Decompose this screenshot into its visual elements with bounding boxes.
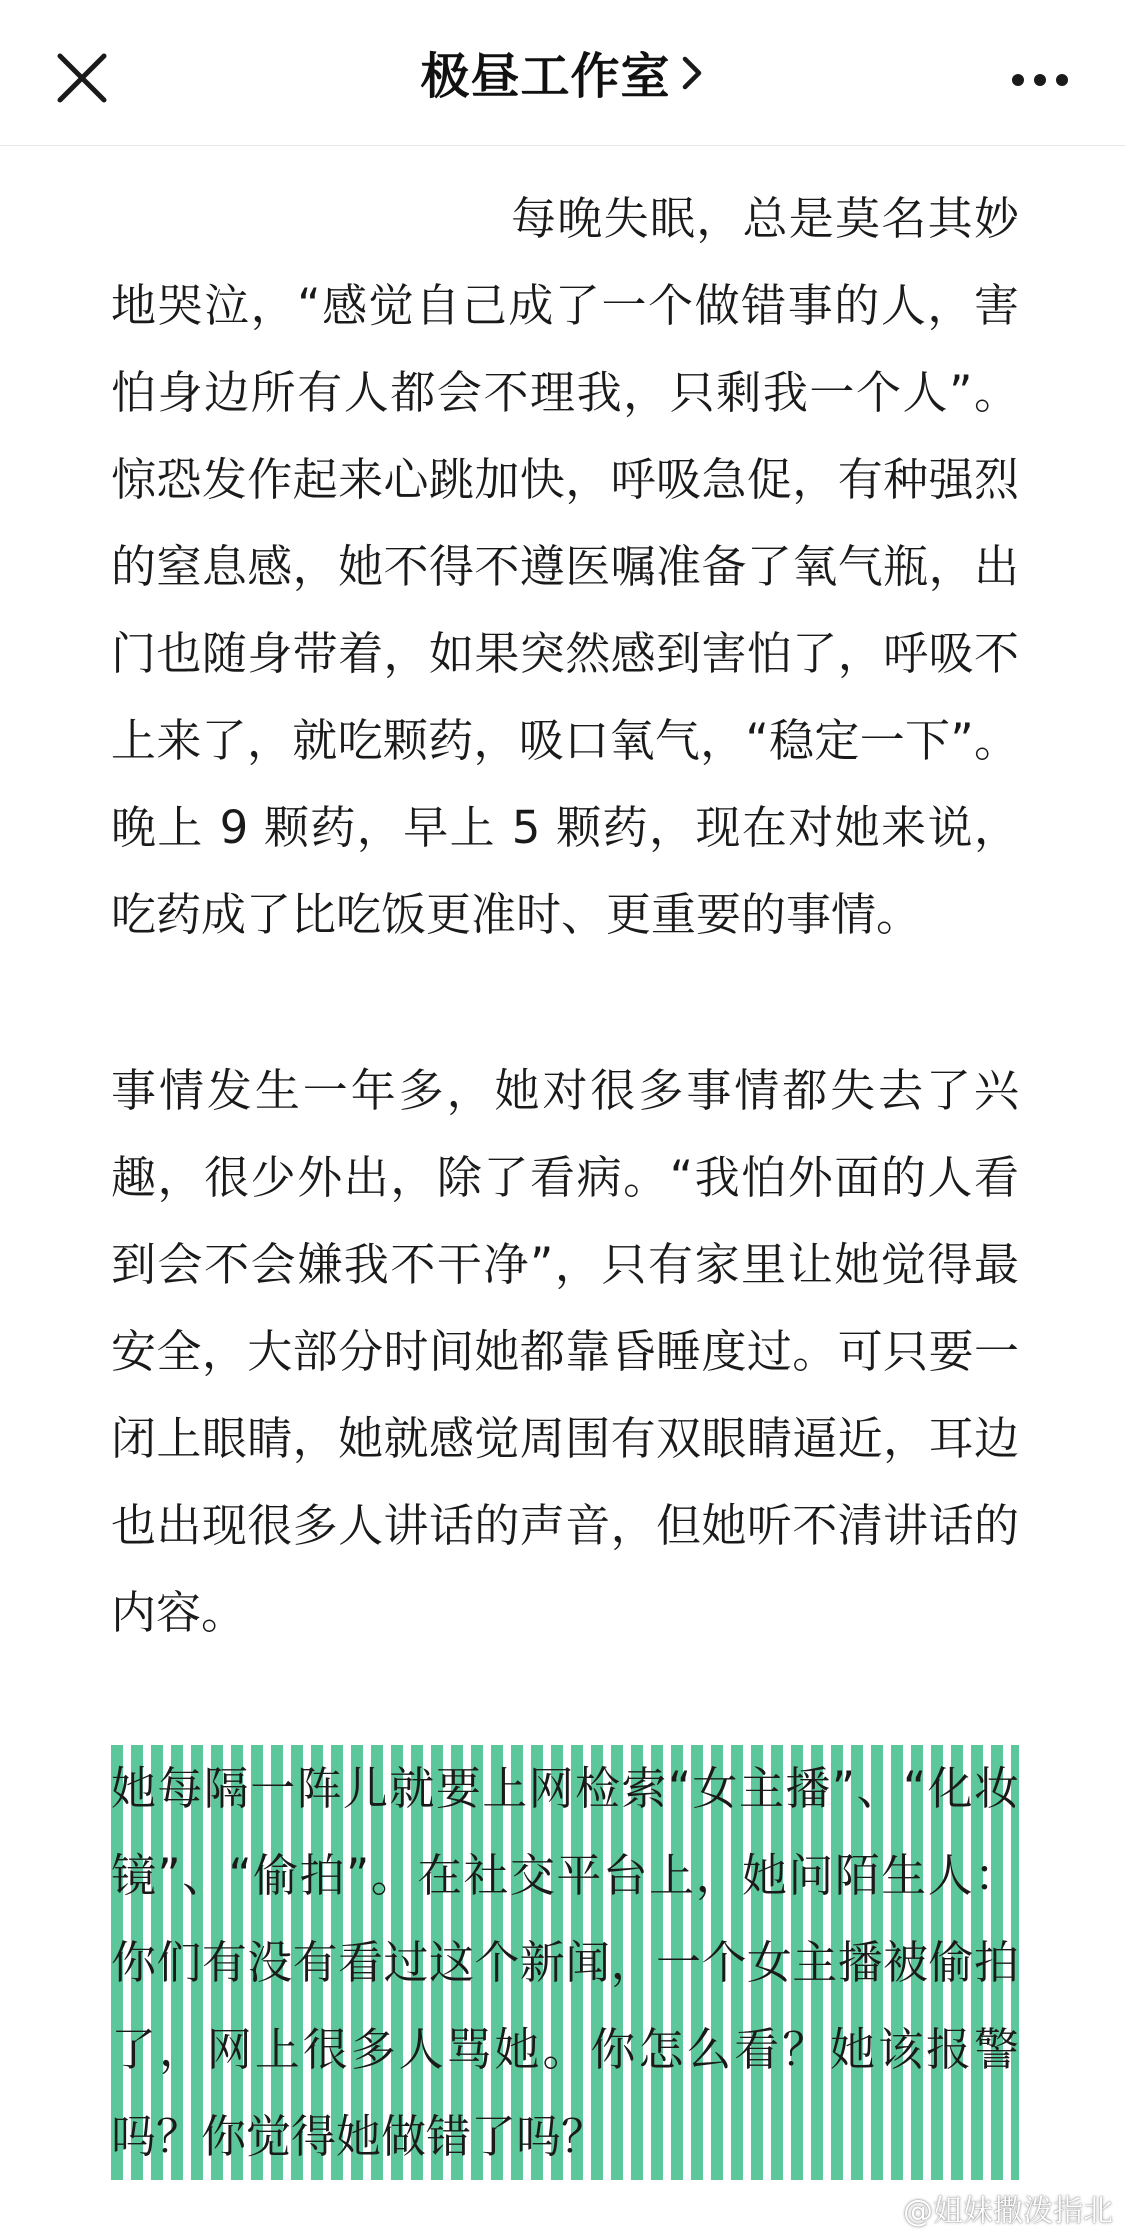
close-icon: [52, 48, 116, 112]
chevron-right-icon: [679, 53, 705, 93]
article-paragraph-2: 事情发生一年多，她对很多事情都失去了兴趣，很少外出，除了看病。“我怕外面的人看到会不会嫌我不干净”，只有家里让她觉得最安全，大部分时间她都靠昏睡度过。可只要一闭上眼睛，她就感觉周围有双眼睛逼近，耳边也出现很多人讲话的声音，但她听不清讲话的内容。: [111, 1064, 1019, 1639]
watermark: [853, 2186, 1113, 2230]
account-title-button[interactable]: [420, 38, 704, 108]
more-dots-icon: [1010, 60, 1070, 100]
more-options-button[interactable]: [1010, 60, 1070, 100]
paragraph-spacer: [111, 1656, 1019, 1745]
close-button[interactable]: [52, 48, 116, 112]
page-title: 极昼工作室: [420, 48, 671, 105]
article-body: [111, 175, 1019, 2180]
weibo-logo-icon: [853, 2190, 897, 2226]
article-paragraph-1: 每晚失眠，总是莫名其妙地哭泣，“感觉自己成了一个做错事的人，害怕身边所有人都会不理我，只剩我一个人”。惊恐发作起来心跳加快，呼吸急促，有种强烈的窒息感，她不得不遵医嘱准备了氧气瓶，出门也随身带着，如果突然感到害怕了，呼吸不上来了，就吃颗药，吸口氧气，“稳定一下”。晚上 9 颗药，早上 5 颗药，现在对她来说，吃药成了比吃饭更准时、更重要的事情。: [111, 192, 1019, 941]
top-navigation-bar: [0, 0, 1125, 146]
watermark-text: @姐妹撒泼指北: [903, 2194, 1113, 2229]
paragraph-spacer: [111, 958, 1019, 1047]
highlighted-article-paragraph-3[interactable]: 她每隔一阵儿就要上网检索“女主播”、“化妆镜”、“偷拍”。在社交平台上，她问陌生人：你们有没有看过这个新闻，一个女主播被偷拍了，网上很多人骂她。你怎么看？她该报警吗？你觉得她做错了吗？: [111, 1745, 1019, 2180]
